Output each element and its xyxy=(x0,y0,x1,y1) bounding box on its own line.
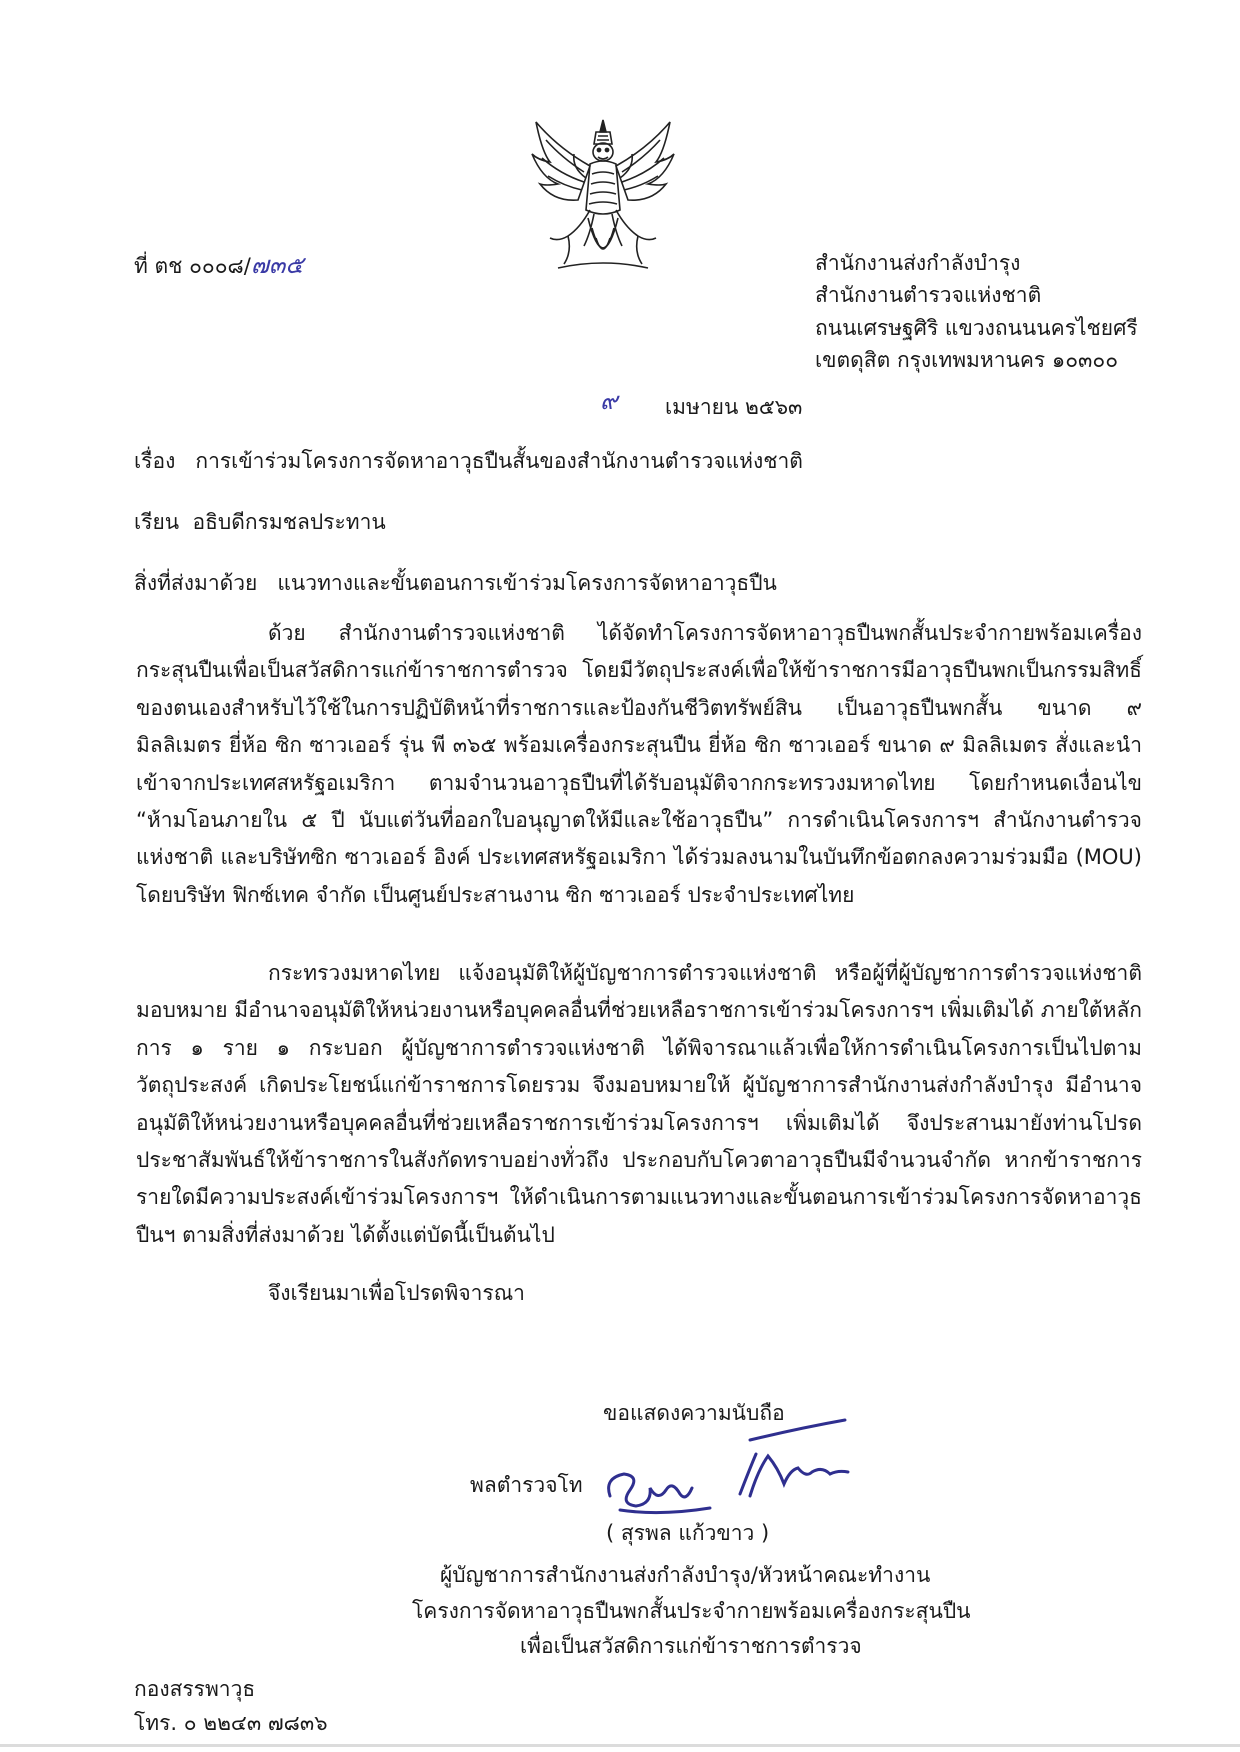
body-paragraph-2 xyxy=(136,955,1142,1254)
handwritten-date-day: ๙ xyxy=(600,387,618,415)
recipient-text: อธิบดีกรมชลประทาน xyxy=(192,510,386,534)
garuda-emblem-icon xyxy=(528,118,678,280)
closing-line: จึงเรียนมาเพื่อโปรดพิจารณา xyxy=(268,1281,525,1305)
regards-line: ขอแสดงความนับถือ xyxy=(603,1401,785,1425)
sender-address-line-2: สำนักงานตำรวจแห่งชาติ xyxy=(815,283,1042,307)
handwritten-document-number: ๗๓๕ xyxy=(250,251,304,279)
subject-label: เรื่อง xyxy=(134,449,176,473)
recipient-line xyxy=(134,507,386,537)
attachment-label: สิ่งที่ส่งมาด้วย xyxy=(134,571,258,595)
document-number xyxy=(134,250,303,281)
body-paragraph-1 xyxy=(136,615,1142,914)
signatory-rank: พลตำรวจโท xyxy=(470,1473,583,1497)
sender-address-line-3: ถนนเศรษฐศิริ แขวงถนนนครไชยศรี xyxy=(815,316,1138,340)
sender-address-line-1: สำนักงานส่งกำลังบำรุง xyxy=(815,251,1021,275)
signatory-name: ( สุรพล แก้วขาว ) xyxy=(606,1521,770,1545)
document-number-prefix: ที่ ตช ๐๐๐๘/ xyxy=(134,254,251,278)
body-paragraph-2-text: กระทรวงมหาดไทย แจ้งอนุมัติให้ผู้บัญชาการตำรวจแห่งชาติ หรือผู้ที่ผู้บัญชาการตำรวจแห่งชาติมอบหมาย มีอำนาจอนุมัติให้หน่วยงานหรือบุคคลอื่นที่ช่วยเหลือราชการเข้าร่วมโครงการฯ เพิ่มเติมได้ ภายใต้หลักการ ๑ ราย ๑ กระบอก ผู้บัญชาการตำรวจแห่งชาติ ได้พิจารณาแล้วเพื่อให้การดำเนินโครงการเป็นไปตามวัตถุประสงค์ เกิดประโยชน์แก่ข้าราชการโดยรวม จึงมอบหมายให้ ผู้บัญชาการสำนักงานส่งกำลังบำรุง มีอำนาจอนุมัติให้หน่วยงานหรือบุคคลอื่นที่ช่วยเหลือราชการเข้าร่วมโครงการฯ เพิ่มเติมได้ จึงประสานมายังท่านโปรดประชาสัมพันธ์ให้ข้าราชการในสังกัดทราบอย่างทั่วถึง ประกอบกับโควตาอาวุธปืนมีจำนวนจำกัด หากข้าราชการรายใดมีความประสงค์เข้าร่วมโครงการฯ ให้ดำเนินการตามแนวทางและขั้นตอนการเข้าร่วมโครงการจัดหาอาวุธปืนฯ ตามสิ่งที่ส่งมาด้วย ได้ตั้งแต่บัดนี้เป็นต้นไป xyxy=(136,961,1142,1247)
subject-text: การเข้าร่วมโครงการจัดหาอาวุธปืนสั้นของสำนักงานตำรวจแห่งชาติ xyxy=(195,449,803,473)
attachment-text: แนวทางและขั้นตอนการเข้าร่วมโครงการจัดหาอาวุธปืน xyxy=(277,571,777,595)
handwritten-signature xyxy=(600,1418,860,1528)
signatory-position-line-1: ผู้บัญชาการสำนักงานส่งกำลังบำรุง/หัวหน้าคณะทำงาน xyxy=(440,1563,931,1587)
date-month-year: เมษายน ๒๕๖๓ xyxy=(665,395,803,419)
subject-line xyxy=(134,446,803,476)
recipient-label: เรียน xyxy=(134,510,180,534)
sender-address-line-4: เขตดุสิต กรุงเทพมหานคร ๑๐๓๐๐ xyxy=(815,348,1119,372)
scan-edge-divider xyxy=(0,1744,1240,1747)
body-paragraph-1-text: ด้วย สำนักงานตำรวจแห่งชาติ ได้จัดทำโครงการจัดหาอาวุธปืนพกสั้นประจำกายพร้อมเครื่องกระสุนปืนเพื่อเป็นสวัสดิการแก่ข้าราชการตำรวจ โดยมีวัตถุประสงค์เพื่อให้ข้าราชการมีอาวุธปืนพกเป็นกรรมสิทธิ์ของตนเองสำหรับไว้ใช้ในการปฏิบัติหน้าที่ราชการและป้องกันชีวิตทรัพย์สิน เป็นอาวุธปืนพกสั้น ขนาด ๙ มิลลิเมตร ยี่ห้อ ซิก ซาวเออร์ รุ่น พี ๓๖๕ พร้อมเครื่องกระสุนปืน ยี่ห้อ ซิก ซาวเออร์ ขนาด ๙ มิลลิเมตร สั่งและนำเข้าจากประเทศสหรัฐอเมริกา ตามจำนวนอาวุธปืนที่ได้รับอนุมัติจากกระทรวงมหาดไทย โดยกำหนดเงื่อนไข “ห้ามโอนภายใน ๕ ปี นับแต่วันที่ออกใบอนุญาตให้มีและใช้อาวุธปืน” การดำเนินโครงการฯ สำนักงานตำรวจแห่งชาติ และบริษัทซิก ซาวเออร์ อิงค์ ประเทศสหรัฐอเมริกา ได้ร่วมลงนามในบันทึกข้อตกลงความร่วมมือ (MOU) โดยบริษัท ฟิกซ์เทค จำกัด เป็นศูนย์ประสานงาน ซิก ซาวเออร์ ประจำประเทศไทย xyxy=(136,621,1142,907)
signatory-position-line-2: โครงการจัดหาอาวุธปืนพกสั้นประจำกายพร้อมเครื่องกระสุนปืน xyxy=(412,1599,971,1623)
footer-division: กองสรรพาวุธ xyxy=(134,1677,256,1701)
attachment-line xyxy=(134,568,777,598)
signatory-position-line-3: เพื่อเป็นสวัสดิการแก่ข้าราชการตำรวจ xyxy=(520,1634,862,1658)
footer-phone: โทร. ๐ ๒๒๔๓ ๗๘๓๖ xyxy=(134,1711,328,1735)
